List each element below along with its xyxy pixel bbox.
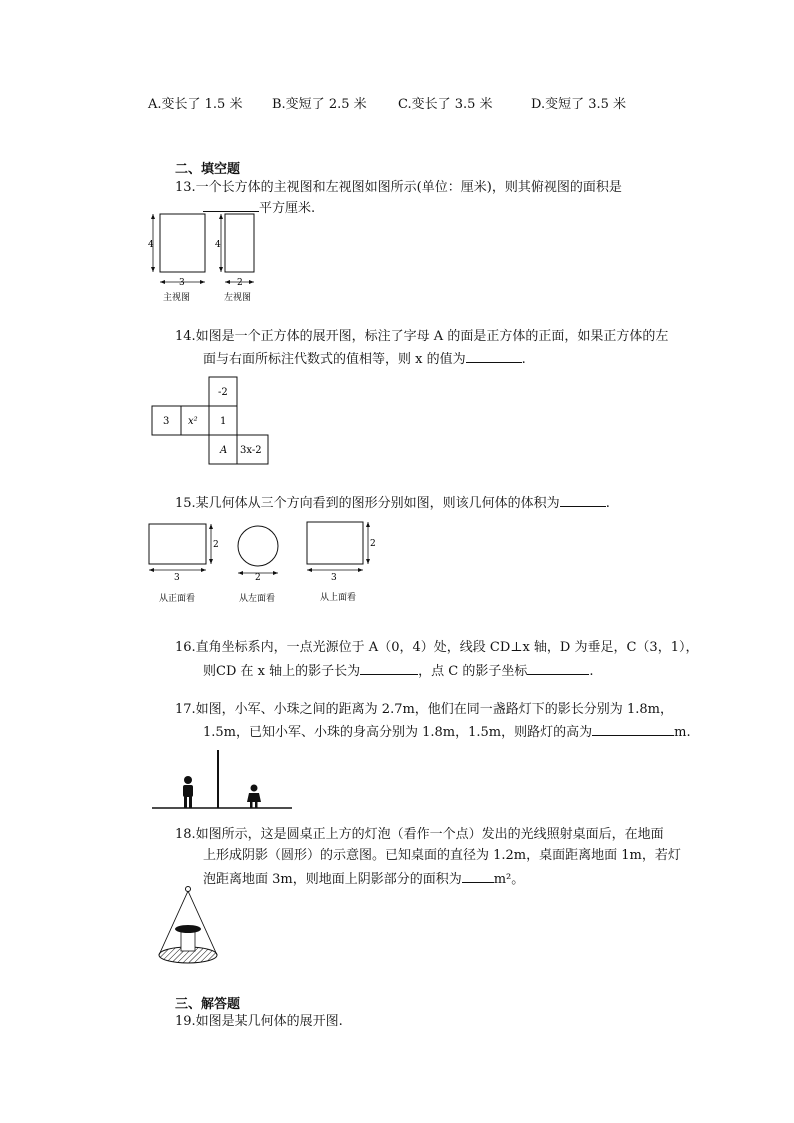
q13-front-height: 4 [148,240,154,250]
q16-text-a: 则CD 在 x 轴上的影子长为 [203,664,361,679]
q17-line2 [203,721,691,743]
cell-center: 1 [220,416,227,427]
q13-left-width: 2 [237,278,243,288]
q13-caption-front: 主视图 [163,293,191,303]
q18-line1: 18.如图所示，这是圆桌正上方的灯泡（看作一个点）发出的光线照射桌面后，在地面 [175,827,664,842]
q13-front-width: 3 [179,278,185,288]
q16-blank-2[interactable] [527,660,589,675]
q14-period: . [521,352,526,367]
q15-line1 [175,492,610,514]
q18-text: 泡距离地面 3m，则地面上阴影部分的面积为 [203,872,462,887]
q15-front-h: 2 [213,540,219,550]
section-heading-solutions: 三、解答题 [175,997,241,1012]
q16-blank-1[interactable] [360,660,418,675]
option-a: A.变长了 1.5 米 [148,97,243,112]
q13-caption-left: 左视图 [224,293,252,303]
q15-text: 15.某几何体从三个方向看到的图形分别如图，则该几何体的体积为 [175,496,560,511]
q14-line2-text: 面与右面所标注代数式的值相等，则 x 的值为 [203,352,466,367]
q16-period: . [589,664,594,679]
q13-left-height: 4 [215,240,221,250]
q16-text-b: ，点 C 的影子坐标 [418,664,528,679]
table-top [175,925,201,933]
q15-period: . [605,496,610,511]
person-xiaojun-icon [183,776,193,808]
q18-figure [155,883,221,969]
q17-line1: 17.如图，小军、小珠之间的距离为 2.7m，他们在同一盏路灯下的影长分别为 1.8m， [175,702,673,717]
q14-cube-net [150,375,270,467]
q17-unit: m. [674,725,691,740]
q15-top-h: 2 [370,539,376,549]
q14-line2 [203,348,526,370]
q15-left-d: 2 [255,573,261,583]
bulb-icon [186,887,191,892]
q15-figure [145,518,385,608]
q17-figure [150,748,295,812]
cell-left1: 3 [163,416,170,427]
option-b: B.变短了 2.5 米 [272,97,367,112]
q15-answer-blank[interactable] [560,492,606,507]
cell-left2: x² [188,416,198,427]
q13-figure [145,208,270,306]
front-view-rect [160,214,205,272]
section-heading-fill-blank: 二、填空题 [175,162,241,177]
q15-caption-left: 从左面看 [239,594,276,604]
q17-answer-blank[interactable] [592,721,674,736]
q13-line1: 13.一个长方体的主视图和左视图如图所示(单位：厘米)，则其俯视图的面积是 [175,180,622,195]
q16-line1: 16.直角坐标系内，一点光源位于 A（0，4）处，线段 CD⊥x 轴，D 为垂足，C（3，1）， [175,640,699,655]
q19-line1: 19.如图是某几何体的展开图. [175,1014,343,1029]
person-xiaozhu-icon [247,785,261,809]
q17-text: 1.5m，已知小军、小珠的身高分别为 1.8m，1.5m，则路灯的高为 [203,725,593,740]
left-view-rect [225,214,254,272]
q18-line3 [203,868,524,890]
cell-top: -2 [218,387,228,398]
option-c: C.变长了 3.5 米 [398,97,493,112]
q18-unit: m²。 [493,872,525,887]
option-d: D.变短了 3.5 米 [531,97,627,112]
cell-bottom: A [220,445,228,456]
q15-front-w: 3 [174,573,180,583]
q15-caption-top: 从上面看 [320,593,357,603]
q18-answer-blank[interactable] [462,868,494,883]
q15-top-w: 3 [331,573,337,583]
q18-line2: 上形成阴影（圆形）的示意图。已知桌面的直径为 1.2m，桌面距离地面 1m，若灯 [203,848,681,863]
q13-unit-text: 平方厘米. [259,201,316,216]
q14-answer-blank[interactable] [466,348,522,363]
q15-caption-front: 从正面看 [159,594,196,604]
q16-line2 [203,660,593,682]
cell-right: 3x-2 [240,445,262,456]
q14-line1: 14.如图是一个正方体的展开图，标注了字母 A 的面是正方体的正面，如果正方体的左 [175,329,669,344]
